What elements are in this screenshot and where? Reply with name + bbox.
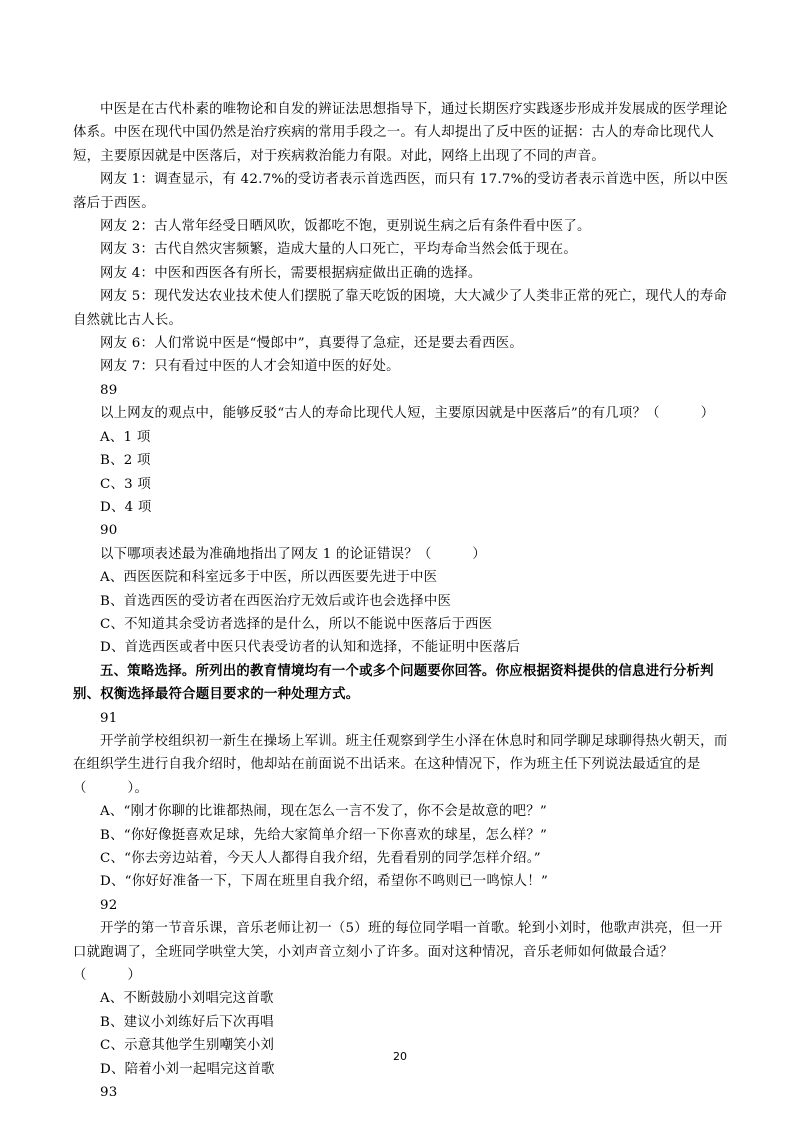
question-stem-92: 开学的第一节音乐课，音乐老师让初一（5）班的每位同学唱一首歌。轮到小刘时，他歌声洪亮，但一开口就跑调了，全班同学哄堂大笑，小刘声音立刻小了许多。面对这种情况，音乐老师如何做最合适？（ ） bbox=[73, 921, 723, 984]
question-stem-91: 开学前学校组织初一新生在操场上军训。班主任观察到学生小泽在休息时和同学聊足球聊得热火朝天，而在组织学生进行自我介绍时，他却站在前面说不出话来。在这种情况下，作为班主任下列说法最适宜的是（ ）。 bbox=[73, 733, 728, 796]
page-number: 20 bbox=[393, 1050, 407, 1063]
option-91-a: A、“刚才你聊的比谁都热闹，现在怎么一言不发了，你不会是故意的吧？” bbox=[100, 804, 547, 820]
section-5-heading: 五、策略选择。所列出的教育情境均有一个或多个问题要你回答。你应根据资料提供的信息进行分析判别、权衡选择最符合题目要求的一种处理方式。 bbox=[73, 662, 714, 703]
option-89-d: D、4 项 bbox=[100, 499, 152, 515]
page-content bbox=[73, 98, 733, 1104]
question-number-93: 93 bbox=[100, 1085, 118, 1101]
option-89-c: C、3 项 bbox=[100, 476, 152, 492]
netizen-6: 网友 6：人们常说中医是“慢郎中”，真要得了急症，还是要去看西医。 bbox=[100, 336, 524, 352]
option-92-d: D、陪着小刘一起唱完这首歌 bbox=[100, 1061, 275, 1077]
option-91-b: B、“你好像挺喜欢足球，先给大家简单介绍一下你喜欢的球星，怎么样？” bbox=[100, 827, 548, 843]
netizen-5: 网友 5：现代发达农业技术使人们摆脱了靠天吃饭的困境，大大减少了人类非正常的死亡，现代人的寿命自然就比古人长。 bbox=[73, 289, 728, 328]
intro-paragraph: 中医是在古代朴素的唯物论和自发的辨证法思想指导下，通过长期医疗实践逐步形成并发展成的医学理论体系。中医在现代中国仍然是治疗疾病的常用手段之一。有人却提出了反中医的证据：古人的寿命比现代人短，主要原因就是中医落后，对于疾病救治能力有限。对此，网络上出现了不同的声音。 bbox=[73, 102, 728, 164]
option-92-c: C、示意其他学生别嘲笑小刘 bbox=[100, 1038, 275, 1054]
option-89-b: B、2 项 bbox=[100, 453, 151, 469]
netizen-4: 网友 4：中医和西医各有所长，需要根据病症做出正确的选择。 bbox=[100, 265, 482, 281]
option-90-d: D、首选西医或者中医只代表受访者的认知和选择，不能证明中医落后 bbox=[100, 640, 521, 656]
netizen-7: 网友 7：只有看过中医的人才会知道中医的好处。 bbox=[100, 359, 400, 375]
question-number-92: 92 bbox=[100, 897, 118, 913]
question-stem-90: 以下哪项表述最为准确地指出了网友 1 的论证错误？（ ） bbox=[100, 546, 487, 562]
netizen-3: 网友 3：古代自然灾害频繁，造成大量的人口死亡，平均寿命当然会低于现在。 bbox=[100, 242, 578, 258]
netizen-1: 网友 1：调查显示，有 42.7%的受访者表示首选西医，而只有 17.7%的受访者表示首选中医，所以中医落后于西医。 bbox=[73, 172, 729, 211]
question-number-90: 90 bbox=[100, 523, 118, 539]
option-90-c: C、不知道其余受访者选择的是什么，所以不能说中医落后于西医 bbox=[100, 616, 493, 632]
option-90-b: B、首选西医的受访者在西医治疗无效后或许也会选择中医 bbox=[100, 593, 452, 609]
option-91-c: C、“你去旁边站着，今天人人都得自我介绍，先看看别的同学怎样介绍。” bbox=[100, 851, 541, 866]
netizen-2: 网友 2：古人常年经受日晒风吹，饭都吃不饱，更别说生病之后有条件看中医了。 bbox=[100, 219, 591, 235]
question-stem-89: 以上网友的观点中，能够反驳“古人的寿命比现代人短，主要原因就是中医落后”的有几项？（ ） bbox=[100, 406, 715, 422]
question-number-89: 89 bbox=[100, 382, 118, 398]
option-91-d: D、“你好好准备一下，下周在班里自我介绍，希望你不鸣则已一鸣惊人！” bbox=[100, 874, 549, 890]
option-90-a: A、西医医院和科室远多于中医，所以西医要先进于中医 bbox=[100, 570, 438, 586]
option-89-a: A、1 项 bbox=[100, 429, 151, 445]
question-number-91: 91 bbox=[100, 710, 118, 726]
option-92-a: A、不断鼓励小刘唱完这首歌 bbox=[100, 991, 274, 1007]
option-92-b: B、建议小刘练好后下次再唱 bbox=[100, 1014, 274, 1030]
